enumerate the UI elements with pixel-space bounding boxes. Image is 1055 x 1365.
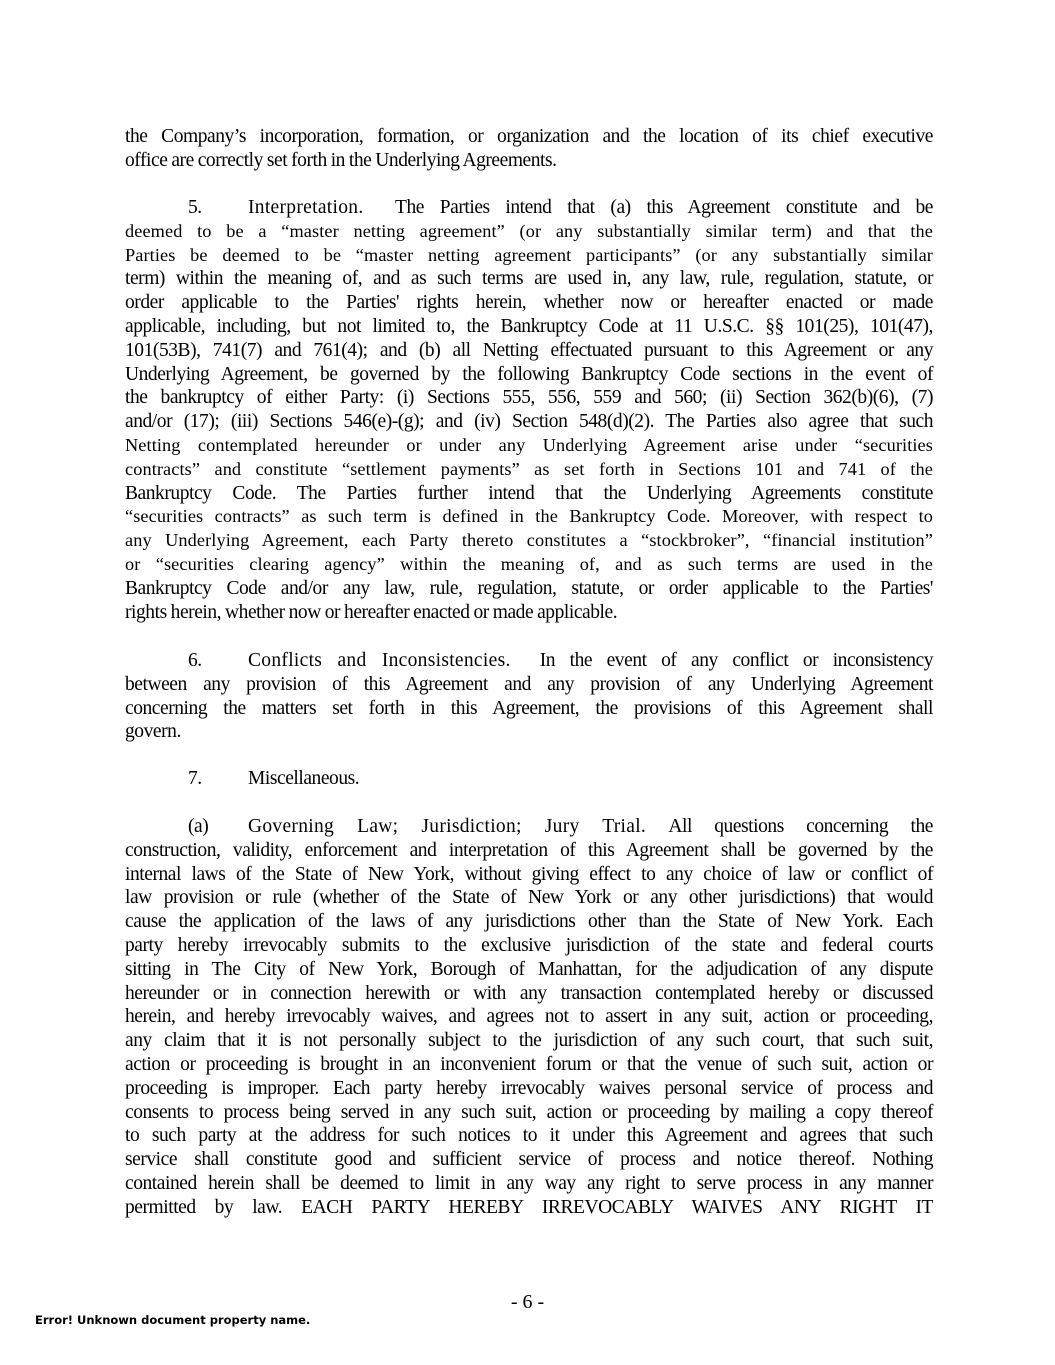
text-line: All questions concerning the: [668, 816, 933, 837]
section-6-conflicts: [125, 649, 933, 744]
section-number: 5.: [188, 197, 202, 218]
paragraph-continuation: [125, 125, 933, 173]
text-line: or “securities clearing agency” within the meaning of, and as such terms are used in the: [125, 553, 933, 574]
text-line: concerning the matters set forth in this Agreement, the provisions of this Agreement shall: [125, 697, 933, 719]
text-line: hereunder or in connection herewith or with any transaction contemplated hereby or discussed: [125, 982, 933, 1004]
section-heading: Governing Law; Jurisdiction; Jury Trial.: [248, 816, 647, 837]
text-line: govern.: [125, 721, 181, 743]
text-line: In the event of any conflict or inconsistency: [539, 650, 933, 671]
text-line: permitted by law. EACH PARTY HEREBY IRREVOCABLY WAIVES ANY RIGHT IT: [125, 1196, 933, 1218]
text-line: Bankruptcy Code. The Parties further intend that the Underlying Agreements constitute: [125, 482, 933, 504]
text-line: 101(53B), 741(7) and 761(4); and (b) all Netting effectuated pursuant to this Agreement or any: [125, 339, 933, 361]
text-line: Netting contemplated hereunder or under any Underlying Agreement arise under “securities: [125, 434, 933, 455]
section-heading: Interpretation.: [248, 197, 364, 218]
text-line: cause the application of the laws of any jurisdictions other than the State of New York. Each: [125, 911, 933, 933]
text-line: rights herein, whether now or hereafter enacted or made applicable.: [125, 601, 618, 623]
text-line: Underlying Agreement, be governed by the following Bankruptcy Code sections in the event of: [125, 363, 933, 385]
section-5-interpretation: [125, 196, 933, 624]
text-line: sitting in The City of New York, Borough of Manhattan, for the adjudication of any dispute: [125, 958, 933, 980]
text-line: law provision or rule (whether of the State of New York or any other jurisdictions) that would: [125, 887, 933, 909]
text-line: internal laws of the State of New York, without giving effect to any choice of law or conflict of: [125, 863, 933, 885]
text-line: proceeding is improper. Each party hereby irrevocably waives personal service of process and: [125, 1077, 933, 1099]
section-heading: Conflicts and Inconsistencies.: [248, 650, 511, 671]
text-line: Parties be deemed to be “master netting agreement participants” (or any substantially similar: [125, 244, 933, 265]
section-number: 7.: [188, 768, 202, 789]
text-line: any Underlying Agreement, each Party thereto constitutes a “stockbroker”, “financial institution”: [125, 530, 933, 551]
section-number: 6.: [188, 650, 202, 671]
text-line: contained herein shall be deemed to limit in any way any right to serve process in any manner: [125, 1172, 933, 1194]
text-line: applicable, including, but not limited to, the Bankruptcy Code at 11 U.S.C. §§ 101(25), 101(47),: [125, 315, 933, 337]
text-line: “securities contracts” as such term is defined in the Bankruptcy Code. Moreover, with respect to: [125, 506, 933, 527]
text-line: the bankruptcy of either Party: (i) Sections 555, 556, 559 and 560; (ii) Section 362(b)(6), (7): [125, 387, 933, 409]
text-line: to such party at the address for such notices to it under this Agreement and agrees that such: [125, 1125, 933, 1147]
text-line: Bankruptcy Code and/or any law, rule, regulation, statute, or order applicable to the Parties': [125, 577, 933, 599]
text-line: and/or (17); (iii) Sections 546(e)-(g); and (iv) Section 548(d)(2). The Parties also agree that such: [125, 411, 933, 433]
section-number: (a): [188, 816, 209, 837]
text-line: action or proceeding is brought in an inconvenient forum or that the venue of such suit, action or: [125, 1053, 933, 1075]
text-line: construction, validity, enforcement and interpretation of this Agreement shall be governed by the: [125, 839, 933, 861]
text-line: office are correctly set forth in the Underlying Agreements.: [125, 149, 557, 171]
section-7a-governing-law: [125, 815, 933, 1220]
text-line: deemed to be a “master netting agreement” (or any substantially similar term) and that the: [125, 220, 933, 241]
text-line: term) within the meaning of, and as such terms are used in, any law, rule, regulation, statute, or: [125, 268, 933, 290]
page-number: - 6 -: [510, 1291, 545, 1313]
text-line: any claim that it is not personally subject to the jurisdiction of any such court, that such suit,: [125, 1030, 933, 1052]
text-line: contracts” and constitute “settlement payments” as set forth in Sections 101 and 741 of the: [125, 458, 933, 479]
section-heading: Miscellaneous.: [248, 768, 360, 789]
text-line: The Parties intend that (a) this Agreement constitute and be: [395, 197, 933, 218]
footer-field-error: Error! Unknown document property name.: [35, 1313, 311, 1327]
text-line: herein, and hereby irrevocably waives, and agrees not to assert in any suit, action or proceeding,: [125, 1006, 933, 1028]
text-line: the Company’s incorporation, formation, or organization and the location of its chief executive: [125, 126, 933, 147]
text-line: between any provision of this Agreement and any provision of any Underlying Agreement: [125, 673, 933, 695]
text-line: order applicable to the Parties' rights herein, whether now or hereafter enacted or made: [125, 292, 933, 314]
text-line: party hereby irrevocably submits to the exclusive jurisdiction of the state and federal courts: [125, 934, 933, 956]
text-line: consents to process being served in any such suit, action or proceeding by mailing a copy thereof: [125, 1101, 933, 1123]
text-line: service shall constitute good and sufficient service of process and notice thereof. Nothing: [125, 1149, 933, 1171]
section-7-miscellaneous: [125, 767, 933, 791]
